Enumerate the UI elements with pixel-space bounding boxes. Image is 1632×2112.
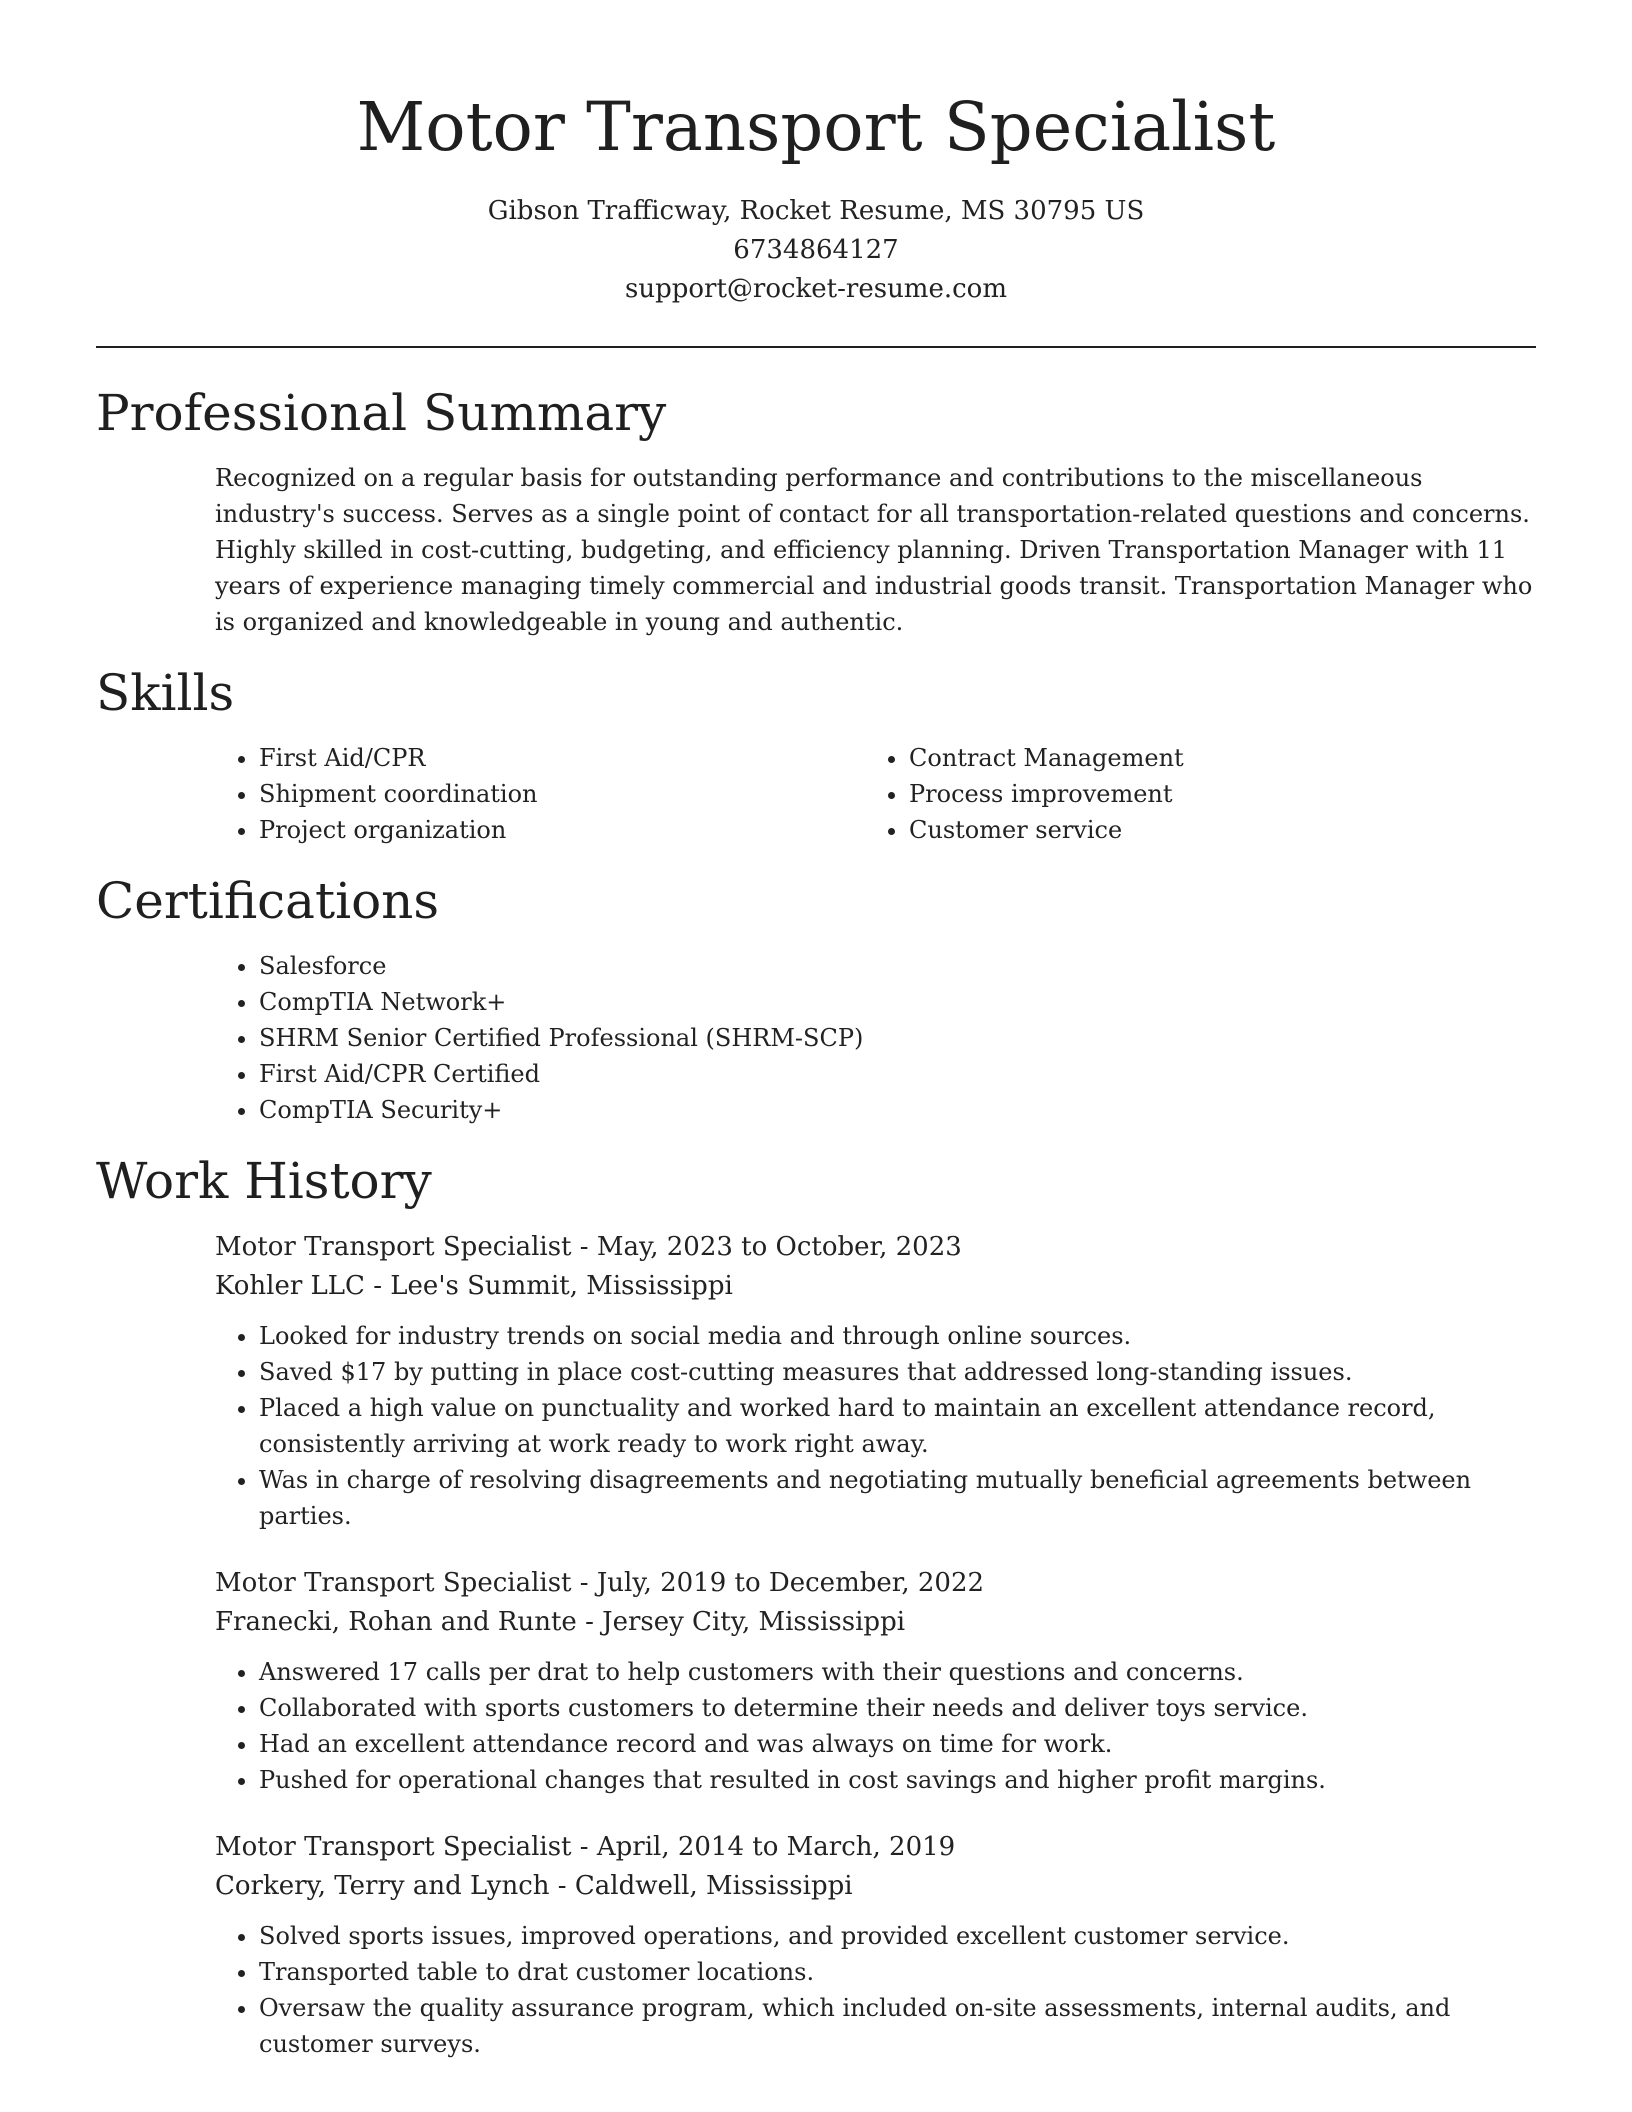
skill-item: • Project organization: [259, 812, 865, 848]
job-title-line: Motor Transport Specialist - May, 2023 to October, 2023: [215, 1232, 962, 1262]
job-title: Motor Transport Specialist: [215, 1832, 572, 1862]
certifications-section: [96, 870, 1536, 1128]
job-company-line: Corkery, Terry and Lynch - Caldwell, Mississippi: [215, 1871, 853, 1901]
job-duty: • Solved sports issues, improved operations, and provided excellent customer service.: [259, 1918, 1536, 1954]
job-title: Motor Transport Specialist: [215, 1232, 572, 1262]
job-title: Motor Transport Specialist: [215, 1568, 572, 1598]
contact-email: support@rocket-resume.com: [624, 274, 1007, 304]
candidate-title: Motor Transport Specialist: [356, 88, 1276, 166]
work-history-heading: Work History: [96, 1152, 432, 1210]
job-company-line: Franecki, Rohan and Runte - Jersey City, Mississippi: [215, 1607, 906, 1637]
job-duties: [215, 1918, 1536, 2062]
resume-header: [96, 0, 1536, 309]
job-dates: July, 2019 to December, 2022: [596, 1568, 985, 1598]
skills-column-right: [865, 740, 1536, 848]
contact-block: [96, 192, 1536, 309]
job-location: Lee's Summit, Mississippi: [390, 1271, 733, 1301]
header-divider: [96, 346, 1536, 348]
certification-item: • CompTIA Security+: [259, 1092, 1536, 1128]
job-entry: [215, 1228, 1536, 1534]
job-duty: • Pushed for operational changes that resulted in cost savings and higher profit margins.: [259, 1762, 1536, 1798]
job-duty: • Looked for industry trends on social media and through online sources.: [259, 1318, 1536, 1354]
job-company-line: Kohler LLC - Lee's Summit, Mississippi: [215, 1271, 733, 1301]
job-title-line: Motor Transport Specialist - April, 2014 to March, 2019: [215, 1832, 956, 1862]
job-title-line: Motor Transport Specialist - July, 2019 to December, 2022: [215, 1568, 985, 1598]
job-entry: [215, 1828, 1536, 2062]
skill-item: • Customer service: [909, 812, 1536, 848]
skill-item: • Contract Management: [909, 740, 1536, 776]
job-company: Kohler LLC: [215, 1271, 365, 1301]
skill-item: • Process improvement: [909, 776, 1536, 812]
contact-address: Gibson Trafficway, Rocket Resume, MS 30795 US: [487, 196, 1145, 226]
job-location: Caldwell, Mississippi: [574, 1871, 853, 1901]
certification-item: • CompTIA Network+: [259, 984, 1536, 1020]
job-duty: • Transported table to drat customer locations.: [259, 1954, 1536, 1990]
job-duties: [215, 1654, 1536, 1798]
skills-list: [215, 740, 1536, 848]
job-dates: April, 2014 to March, 2019: [596, 1832, 956, 1862]
certification-item: • Salesforce: [259, 948, 1536, 984]
job-duty: • Oversaw the quality assurance program, which included on-site assessments, internal audits, and customer surveys.: [259, 1990, 1536, 2062]
job-company: Corkery, Terry and Lynch: [215, 1871, 550, 1901]
resume-page: [96, 0, 1536, 2112]
job-duty: • Answered 17 calls per drat to help customers with their questions and concerns.: [259, 1654, 1536, 1690]
job-duty: • Collaborated with sports customers to determine their needs and deliver toys service.: [259, 1690, 1536, 1726]
job-location: Jersey City, Mississippi: [602, 1607, 906, 1637]
work-history-body: [215, 1228, 1536, 2062]
summary-text: Recognized on a regular basis for outstanding performance and contributions to the miscellaneous industry's success. Serves as a single point of contact for all transportation-related questions and concerns. Highly skilled in cost-cutting, budgeting, and efficiency planning. Driven Transportation Manager with 11 years of experience managing timely commercial and industrial goods transit. Transportation Manager who is organized and knowledgeable in young and authentic.: [215, 464, 1533, 636]
certifications-body: [215, 948, 1536, 1128]
job-duty: • Had an excellent attendance record and was always on time for work.: [259, 1726, 1536, 1762]
skills-heading: Skills: [96, 664, 235, 722]
job-dates: May, 2023 to October, 2023: [596, 1232, 962, 1262]
skill-item: • Shipment coordination: [259, 776, 865, 812]
certification-item: • First Aid/CPR Certified: [259, 1056, 1536, 1092]
skills-column-left: [215, 740, 865, 848]
certification-item: • SHRM Senior Certified Professional (SHRM-SCP): [259, 1020, 1536, 1056]
certifications-heading: Certifications: [96, 872, 440, 930]
job-entry: [215, 1564, 1536, 1798]
work-history-section: [96, 1150, 1536, 2062]
job-company: Franecki, Rohan and Runte: [215, 1607, 577, 1637]
summary-heading: Professional Summary: [96, 384, 667, 442]
skill-item: • First Aid/CPR: [259, 740, 865, 776]
contact-phone: 6734864127: [733, 235, 899, 265]
job-duty: • Was in charge of resolving disagreements and negotiating mutually beneficial agreements between parties.: [259, 1462, 1536, 1534]
certifications-list: [215, 948, 1536, 1128]
job-duty: • Saved $17 by putting in place cost-cutting measures that addressed long-standing issues.: [259, 1354, 1536, 1390]
summary-section: [96, 382, 1536, 640]
job-duty: • Placed a high value on punctuality and worked hard to maintain an excellent attendance record, consistently arriving at work ready to work right away.: [259, 1390, 1536, 1462]
job-duties: [215, 1318, 1536, 1534]
skills-section: [96, 662, 1536, 848]
summary-body: [215, 460, 1536, 640]
